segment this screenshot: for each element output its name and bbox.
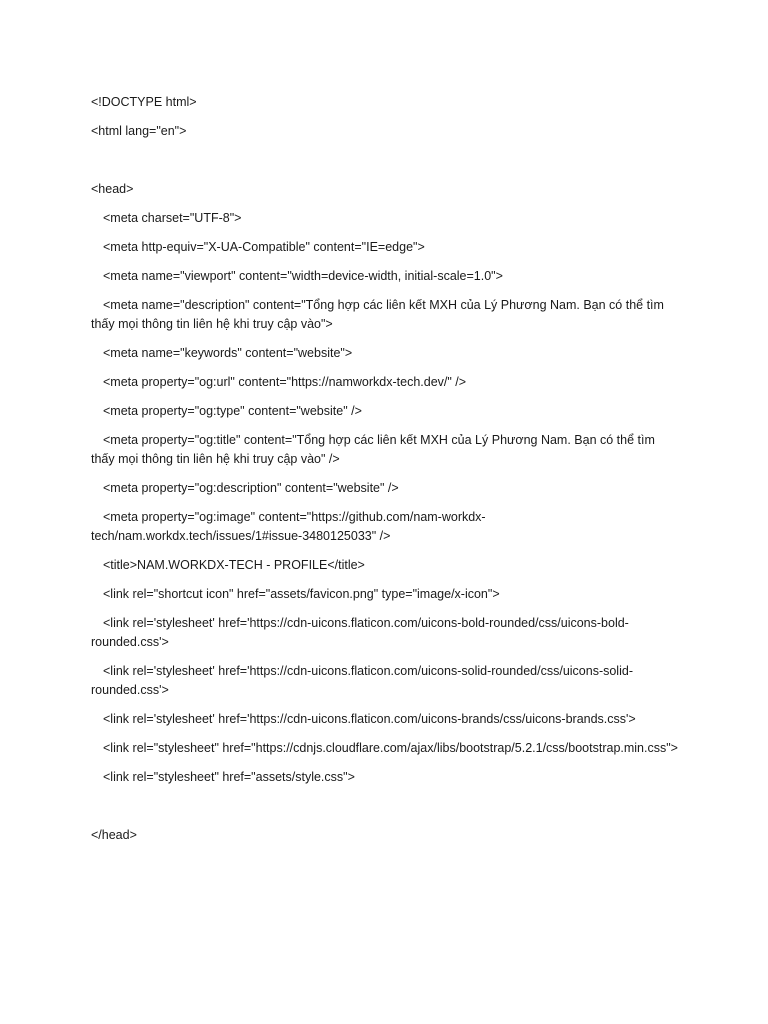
meta-keywords-line: <meta name="keywords" content="website"> [103, 346, 353, 360]
doctype-line: <!DOCTYPE html> [91, 95, 197, 109]
head-close-line: </head> [91, 828, 137, 842]
meta-og-title-line: <meta property="og:title" content="Tổng hợp các liên kết MXH của Lý Phương Nam. Bạn có thể tìm thấy mọi thông tin liên hệ khi truy cập vào" /> [91, 433, 659, 466]
blank-line [91, 151, 681, 170]
document-body [91, 93, 681, 855]
link-style-line: <link rel="stylesheet" href="assets/style.css"> [103, 770, 355, 784]
html-open-line: <html lang="en"> [91, 124, 187, 138]
meta-charset-line: <meta charset="UTF-8"> [103, 211, 242, 225]
link-uicons-solid-line: <link rel='stylesheet' href='https://cdn-uicons.flaticon.com/uicons-solid-rounded/css/uicons-solid-rounded.css'> [91, 664, 633, 697]
meta-http-equiv-line: <meta http-equiv="X-UA-Compatible" content="IE=edge"> [103, 240, 425, 254]
meta-description-line: <meta name="description" content="Tổng hợp các liên kết MXH của Lý Phương Nam. Bạn có thể tìm thấy mọi thông tin liên hệ khi truy cập vào"> [91, 298, 668, 331]
head-open-line: <head> [91, 182, 134, 196]
link-uicons-brands-line: <link rel='stylesheet' href='https://cdn-uicons.flaticon.com/uicons-brands/css/uicons-brands.css'> [103, 712, 636, 726]
link-bootstrap-line: <link rel="stylesheet" href="https://cdnjs.cloudflare.com/ajax/libs/bootstrap/5.2.1/css/bootstrap.min.css"> [103, 741, 678, 755]
meta-og-description-line: <meta property="og:description" content="website" /> [103, 481, 399, 495]
meta-viewport-line: <meta name="viewport" content="width=device-width, initial-scale=1.0"> [103, 269, 503, 283]
meta-og-type-line: <meta property="og:type" content="website" /> [103, 404, 362, 418]
meta-og-image-line: <meta property="og:image" content="https://github.com/nam-workdx-tech/nam.workdx.tech/issues/1#issue-3480125033" /> [91, 510, 486, 543]
link-favicon-line: <link rel="shortcut icon" href="assets/favicon.png" type="image/x-icon"> [103, 587, 500, 601]
link-uicons-bold-line: <link rel='stylesheet' href='https://cdn-uicons.flaticon.com/uicons-bold-rounded/css/uicons-bold-rounded.css'> [91, 616, 629, 649]
blank-line [91, 797, 681, 816]
title-line: <title>NAM.WORKDX-TECH - PROFILE</title> [103, 558, 365, 572]
meta-og-url-line: <meta property="og:url" content="https://namworkdx-tech.dev/" /> [103, 375, 467, 389]
